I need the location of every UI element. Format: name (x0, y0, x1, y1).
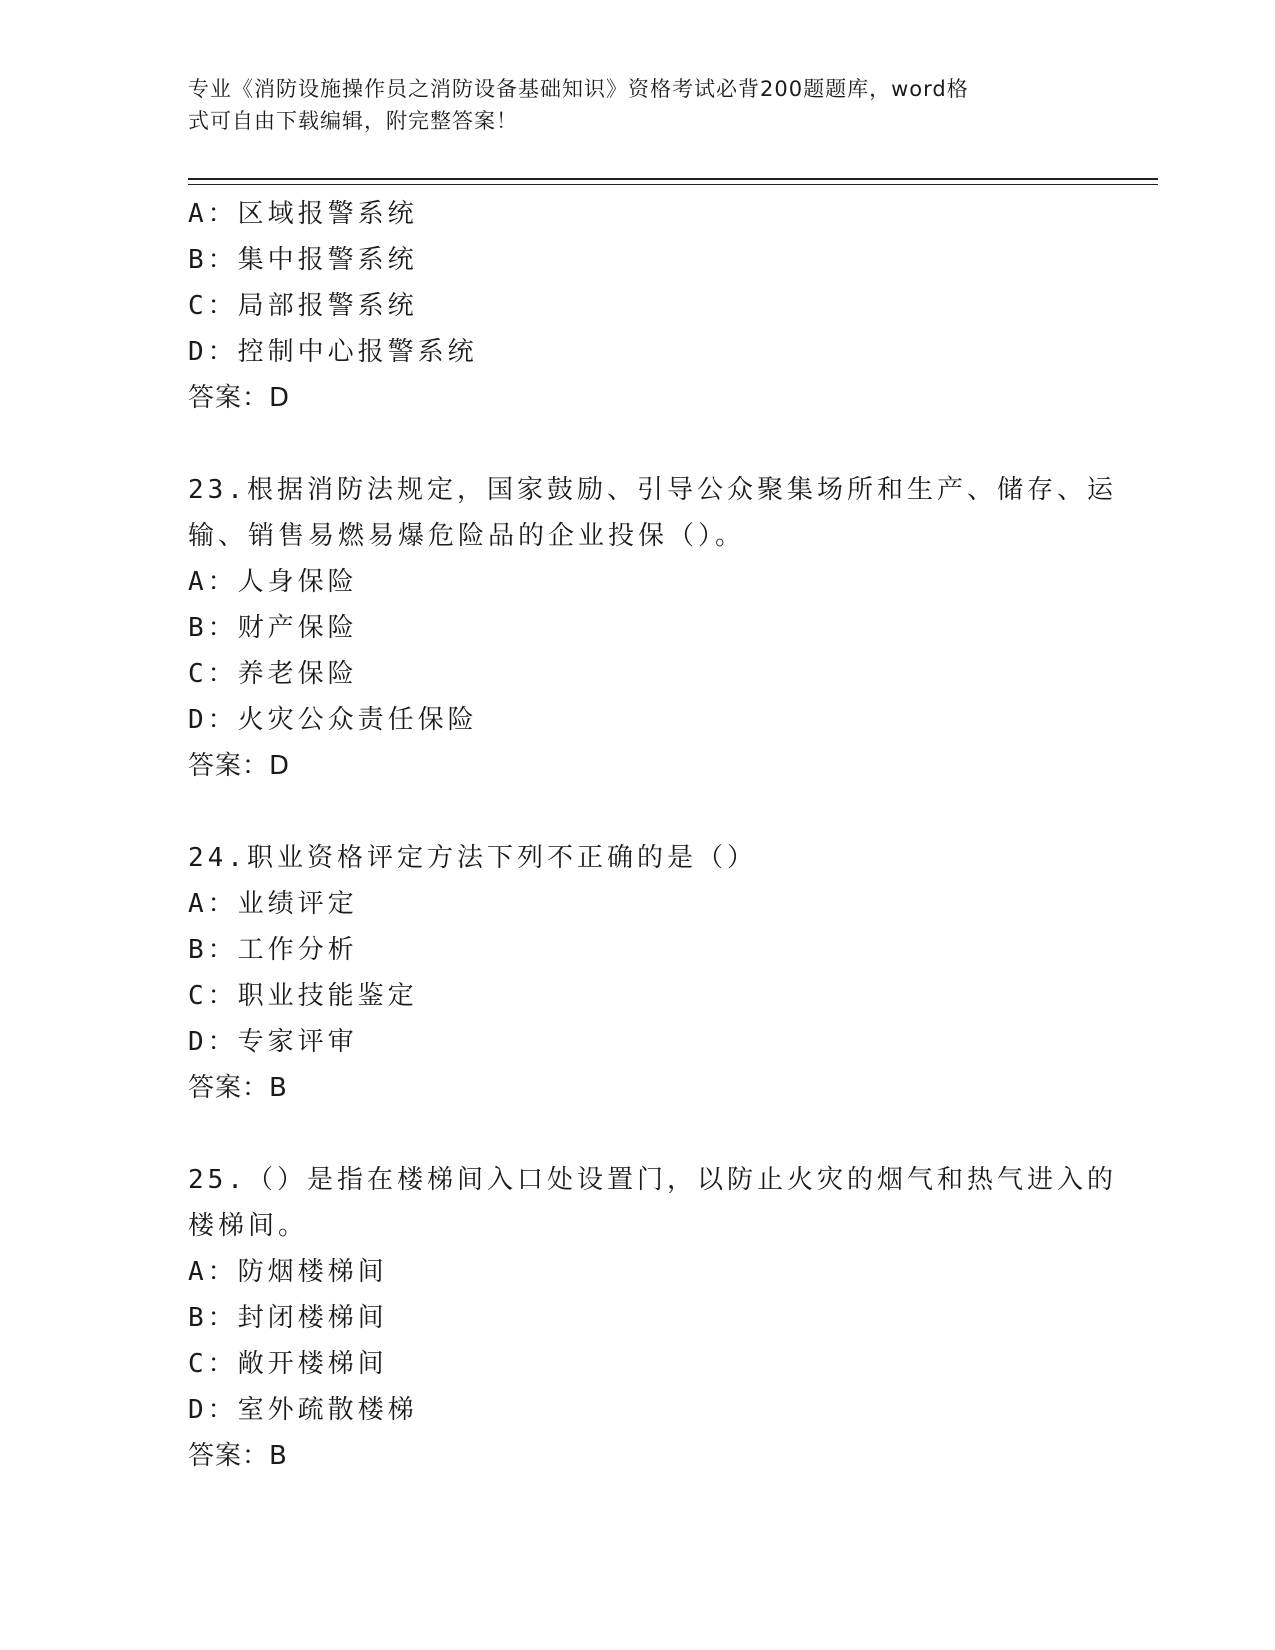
option-b: B：工作分析 (188, 935, 358, 965)
option-d: D：室外疏散楼梯 (188, 1395, 418, 1425)
answer: 答案：D (188, 751, 291, 781)
option-c: C：敞开楼梯间 (188, 1349, 388, 1379)
answer: 答案：B (188, 1441, 288, 1471)
header-line-2: 式可自由下载编辑，附完整答案！ (188, 109, 518, 133)
option-b: B：财产保险 (188, 613, 358, 643)
header-line-1: 专业《消防设施操作员之消防设备基础知识》资格考试必背200题题库，word格 (188, 77, 969, 101)
question-stem-continued: 输、销售易燃易爆危险品的企业投保（）。 (188, 521, 746, 551)
option-a: A：区域报警系统 (188, 199, 418, 229)
option-a: A：业绩评定 (188, 889, 358, 919)
option-d: D：火灾公众责任保险 (188, 705, 478, 735)
option-c: C：局部报警系统 (188, 291, 418, 321)
question-23 (188, 467, 1117, 789)
question-22-continued (188, 191, 1088, 421)
option-a: A：防烟楼梯间 (188, 1257, 388, 1287)
question-stem: 24.职业资格评定方法下列不正确的是（） (188, 843, 757, 873)
option-c: C：养老保险 (188, 659, 358, 689)
option-c: C：职业技能鉴定 (188, 981, 418, 1011)
header-divider-thin (188, 184, 1158, 185)
option-b: B：封闭楼梯间 (188, 1303, 388, 1333)
question-24 (188, 835, 1088, 1111)
question-stem: 23.根据消防法规定，国家鼓励、引导公众聚集场所和生产、储存、运 (188, 475, 1117, 505)
option-d: D：专家评审 (188, 1027, 358, 1057)
option-a: A：人身保险 (188, 567, 358, 597)
header-divider-thick (188, 178, 1158, 180)
answer: 答案：D (188, 383, 291, 413)
option-d: D：控制中心报警系统 (188, 337, 478, 367)
option-b: B：集中报警系统 (188, 245, 418, 275)
document-header (188, 73, 1088, 137)
answer: 答案：B (188, 1073, 288, 1103)
question-stem-continued: 楼梯间。 (188, 1211, 309, 1241)
question-list (188, 191, 1117, 1479)
question-25 (188, 1157, 1117, 1479)
question-stem: 25.（）是指在楼梯间入口处设置门，以防止火灾的烟气和热气进入的 (188, 1165, 1117, 1195)
